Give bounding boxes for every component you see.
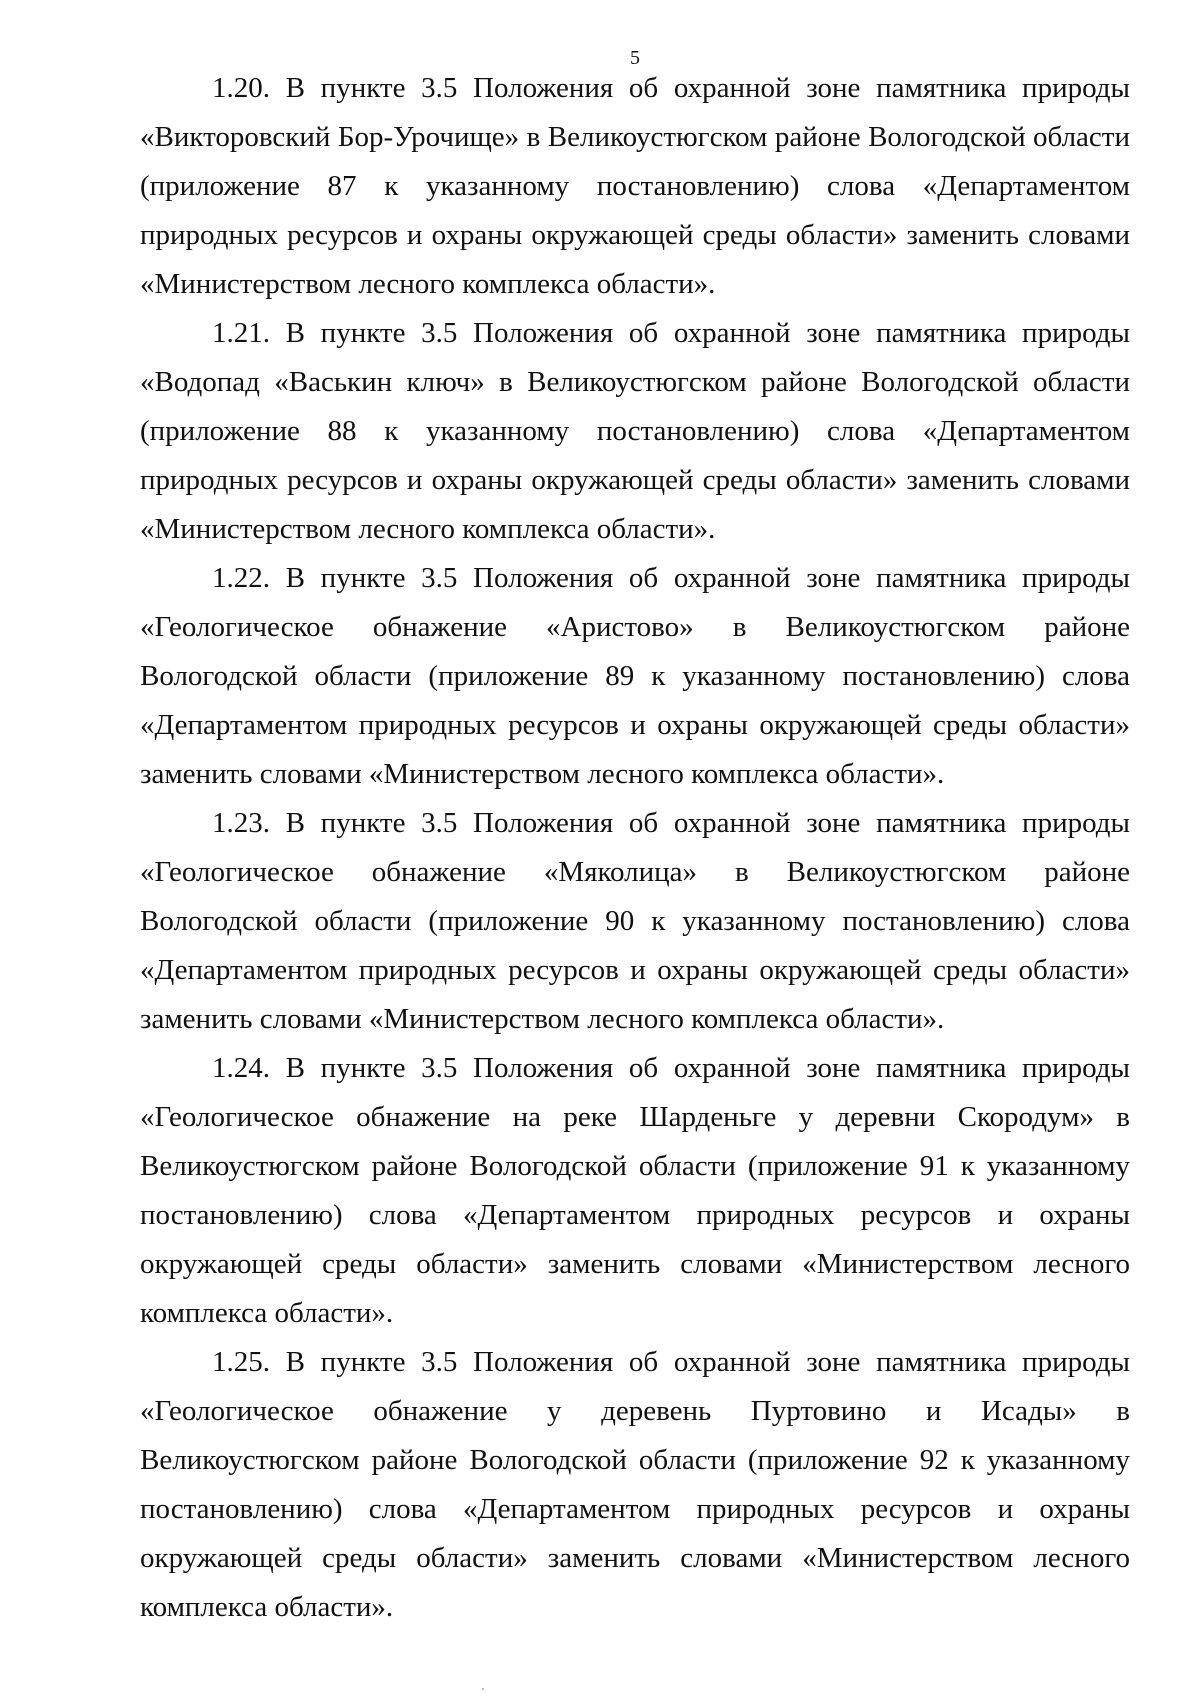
page-number: 5 bbox=[630, 47, 640, 69]
paragraph-1-23: 1.23. В пункте 3.5 Положения об охранной зоне памятника природы «Геологическое обнажение «Мяколица» в Великоустюгском районе Вологодской области (приложение 90 к указанному постановлению) слова «Департаментом природных ресурсов и охраны окружающей среды области» заменить словами «Министерством лесного комплекса области». bbox=[140, 807, 1130, 1035]
paragraph-1-20: 1.20. В пункте 3.5 Положения об охранной зоне памятника природы «Викторовский Бор-Урочище» в Великоустюгском районе Вологодской области (приложение 87 к указанному постановлению) слова «Департаментом природных ресурсов и охраны окружающей среды области» заменить словами «Министерством лесного комплекса области». bbox=[140, 72, 1130, 300]
paragraph-1-24: 1.24. В пункте 3.5 Положения об охранной зоне памятника природы «Геологическое обнажение на реке Шарденьге у деревни Скородум» в Великоустюгском районе Вологодской области (приложение 91 к указанному постановлению) слова «Департаментом природных ресурсов и охраны окружающей среды области» заменить словами «Министерством лесного комплекса области». bbox=[140, 1052, 1130, 1329]
paragraph-1-25: 1.25. В пункте 3.5 Положения об охранной зоне памятника природы «Геологическое обнажение у деревень Пуртовино и Исады» в Великоустюгском районе Вологодской области (приложение 92 к указанному постановлению) слова «Департаментом природных ресурсов и охраны окружающей среды области» заменить словами «Министерством лесного комплекса области». bbox=[140, 1346, 1130, 1623]
paragraph-1-22: 1.22. В пункте 3.5 Положения об охранной зоне памятника природы «Геологическое обнажение «Аристово» в Великоустюгском районе Вологодской области (приложение 89 к указанному постановлению) слова «Департаментом природных ресурсов и охраны окружающей среды области» заменить словами «Министерством лесного комплекса области». bbox=[140, 562, 1130, 790]
document-body bbox=[140, 64, 1130, 1632]
paragraph-1-21: 1.21. В пункте 3.5 Положения об охранной зоне памятника природы «Водопад «Васькин ключ» в Великоустюгском районе Вологодской области (приложение 88 к указанному постановлению) слова «Департаментом природных ресурсов и охраны окружающей среды области» заменить словами «Министерством лесного комплекса области». bbox=[140, 317, 1130, 545]
scan-mark bbox=[482, 1688, 484, 1690]
